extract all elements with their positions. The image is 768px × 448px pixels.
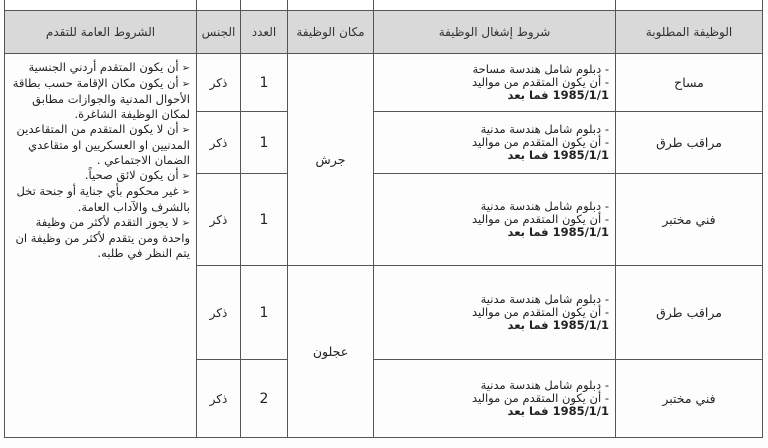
bullet-arrow-icon: ➢ xyxy=(181,218,190,229)
header-general: الشروط العامة للتقدم xyxy=(5,11,197,54)
condition-line: - دبلوم شامل هندسة مدنية xyxy=(480,378,609,392)
job-cell: مراقب طرق xyxy=(616,112,763,174)
header-count: العدد xyxy=(241,11,288,54)
job-cell: فني مختبر xyxy=(616,174,763,266)
condition-line: - أن يكون المتقدم من مواليد xyxy=(471,305,609,319)
conditions-cell xyxy=(374,360,616,438)
condition-line: 1985/1/1 فما بعد xyxy=(507,318,609,332)
count-cell: 1 xyxy=(241,112,288,174)
conditions-cell xyxy=(374,112,616,174)
gender-cell: ذكر xyxy=(197,174,241,266)
condition-line: 1985/1/1 فما بعد xyxy=(507,88,609,102)
condition-line: 1985/1/1 فما بعد xyxy=(507,225,609,239)
count-cell: 1 xyxy=(241,266,288,360)
conditions-cell xyxy=(374,266,616,360)
count-cell: 1 xyxy=(241,174,288,266)
condition-line: 1985/1/1 فما بعد xyxy=(507,404,609,418)
job-cell: فني مختبر xyxy=(616,360,763,438)
count-cell: 2 xyxy=(241,360,288,438)
conditions-cell xyxy=(374,54,616,112)
condition-line: - دبلوم شامل هندسة مدنية xyxy=(480,122,609,136)
table-row xyxy=(5,54,763,112)
condition-line: 1985/1/1 فما بعد xyxy=(507,148,609,162)
condition-line: - دبلوم شامل هندسة مدنية xyxy=(480,292,609,306)
gender-cell: ذكر xyxy=(197,112,241,174)
bullet-arrow-icon: ➢ xyxy=(181,125,190,136)
general-condition-item: ➢أن لا يكون المتقدم من المتقاعدين المدنيين او العسكريين او متقاعدي الضمان الاجتماعي . xyxy=(16,122,190,167)
general-condition-item: ➢أن يكون المتقدم أردني الجنسية xyxy=(28,60,190,74)
location-cell: عجلون xyxy=(288,266,374,438)
general-conditions-cell xyxy=(5,54,197,438)
bullet-arrow-icon: ➢ xyxy=(181,187,190,198)
header-location: مكان الوظيفة xyxy=(288,11,374,54)
condition-line: - دبلوم شامل هندسة مساحة xyxy=(472,62,609,76)
header-job: الوظيفة المطلوبة xyxy=(616,11,763,54)
conditions-cell xyxy=(374,174,616,266)
gender-cell: ذكر xyxy=(197,266,241,360)
condition-line: - أن يكون المتقدم من مواليد xyxy=(471,391,609,405)
header-gender: الجنس xyxy=(197,11,241,54)
header-conditions: شروط إشغال الوظيفة xyxy=(374,11,616,54)
condition-line: - أن يكون المتقدم من مواليد xyxy=(471,135,609,149)
general-condition-item: ➢أن يكون لائق صحياً. xyxy=(84,168,190,182)
job-cell: مراقب طرق xyxy=(616,266,763,360)
general-condition-item: ➢غير محكوم بأي جناية أو جنحة تخل بالشرف والآداب العامة. xyxy=(16,184,190,214)
condition-line: - دبلوم شامل هندسة مدنية xyxy=(480,199,609,213)
condition-line: - أن يكون المتقدم من مواليد xyxy=(471,75,609,89)
condition-line: - أن يكون المتقدم من مواليد xyxy=(471,212,609,226)
bullet-arrow-icon: ➢ xyxy=(181,171,190,182)
gender-cell: ذكر xyxy=(197,54,241,112)
general-condition-item: ➢لا يجوز التقدم لأكثر من وظيفة واحدة ومن يتقدم لأكثر من وظيفة ان يتم النظر في طلبه. xyxy=(15,215,190,260)
job-cell: مساح xyxy=(616,54,763,112)
count-cell: 1 xyxy=(241,54,288,112)
location-cell: جرش xyxy=(288,54,374,266)
jobs-table xyxy=(4,0,763,438)
bullet-arrow-icon: ➢ xyxy=(181,79,190,90)
general-condition-item: ➢أن يكون مكان الإقامة حسب بطاقة الأحوال المدنية والجوازات مطابق لمكان الوظيفة الشاغرة. xyxy=(12,76,190,121)
table-top-strip xyxy=(5,0,763,11)
table-header-row xyxy=(5,11,763,54)
bullet-arrow-icon: ➢ xyxy=(181,63,190,74)
gender-cell: ذكر xyxy=(197,360,241,438)
